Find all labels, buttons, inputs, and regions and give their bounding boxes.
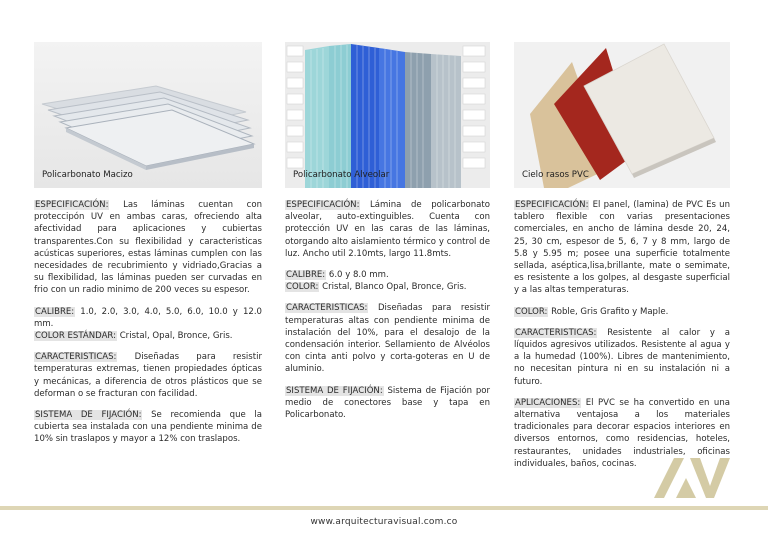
spec-section [34,199,262,297]
product-photo-macizo [34,42,262,188]
section-label: APLICACIONES: [515,397,581,408]
footer-url[interactable]: www.arquitecturavisual.com.co [310,517,458,527]
product-caption: Cielo rasos PVC [522,170,589,180]
product-column-policarbonato-macizo [34,42,262,455]
section-text: Sistema de Fijación por medio de conectores base y tapa en Policarbonato. [285,385,490,421]
section-text: Diseñadas para resistir temperaturas extremas, tienen propiedades ópticas y mecánicas, a diferencia de otros plásticos que se deforman o se fracturan con facilidad. [34,352,262,399]
section-label: SISTEMA DE FIJACIÓN: [286,385,383,396]
section-label: COLOR: [515,306,548,317]
section-text: Cristal, Blanco Opal, Bronce, Gris. [319,282,467,293]
section-text: Resistente al calor y a líquidos agresivos utilizados. Resistente al agua y a la humedad (100%). Libres de mantenimiento, no necesitan pintura ni en su instalación ni a futuro. [514,327,730,387]
polycarbonate-sheets-image [34,42,262,188]
section-text: 1.0, 2.0, 3.0, 4.0, 5.0, 6.0, 10.0 y 12.0 mm. [34,306,262,329]
section-text: 6.0 y 8.0 mm. [326,270,389,281]
section-text: Diseñadas para resistir temperaturas altas con pendiente minima de instalación del 10%, para el desalojo de la condensación interior. Sellamiento de Alvéolos con cinta anti polvo y corta-goteras en U de aluminio. [285,303,490,375]
section-label: SISTEMA DE FIJACIÓN: [35,410,142,421]
product-column-policarbonato-alveolar [285,42,490,430]
characteristics-section [285,302,490,375]
footer-accent-bar [0,506,768,510]
product-description [34,199,262,446]
product-photo-alveolar [285,42,490,188]
section-label: COLOR ESTÁNDAR: [35,331,116,342]
characteristics-section [34,351,262,400]
section-text: Lámina de policarbonato alveolar, auto-extinguibles. Cuenta con protección UV en las caras de las láminas, otorgando alto aislamiento térmico y control de luz. Ancho util 2.10mts, largo 11.8mts. [285,200,490,259]
section-text: Las láminas cuentan con proteccipón UV en ambas caras, ofreciendo alta afectividad para aplicaciones y cubiertas transparentes.Con su flexibilidad y caracteristicas acústicas superiores, estas láminas cumplen con las necesidades de recubrimiento y vidriado,Gracias a su flexibilidad, las láminas pueden ser curvadas en frio con un radio minimo de 200 veces su espesor. [34,200,262,296]
section-label: ESPECIFICACIÓN: [286,200,360,210]
section-label: ESPECIFICACIÓN: [515,200,589,210]
caliber-color-section [285,269,490,293]
product-column-cielo-rasos-pvc [514,42,730,479]
fixation-section [285,385,490,422]
section-text: El panel, (lamina) de PVC Es un tablero flexible con varias presentaciones comerciales, en ancho de lámina desde 20, 24, 25, 30 cm, espesor de 5, 6, 7 y 8 mm, largo de 5.8 y 5.95 m; posee una superficie totalmente sellada, aséptica,lisa,brillante, mate o semimate, es resistente a los golpes, al desgaste superficial y a las altas temperaturas. [514,200,730,296]
section-text: Cristal, Opal, Bronce, Gris. [117,331,233,342]
product-description [285,199,490,421]
section-label: ESPECIFICACIÓN: [35,200,109,210]
alveolar-panels-image [285,42,490,188]
section-label: COLOR: [286,282,319,293]
section-label: CARACTERISTICAS: [515,327,597,338]
spec-section [285,199,490,260]
color-section [514,306,730,318]
section-text: Se recomienda que la cubierta sea instalada con una pendiente minima de 10% sin traslapos y mayor a 12% con traslapos. [34,410,262,445]
section-text: Roble, Gris Grafito y Maple. [548,306,669,317]
pvc-panels-image [514,42,730,188]
av-logo-icon [650,454,730,500]
characteristics-section [514,327,730,388]
section-text: El PVC se ha convertido en una alternativa ventajosa a los materiales tradicionales para decorar espacios interiores en diversos entornos, como residencias, hoteles, restaurantes, unidades industriales, oficinas individuales, baños, cocinas. [514,397,730,469]
fixation-section [34,409,262,446]
spec-section [514,199,730,297]
section-label: CALIBRE: [286,270,326,281]
section-label: CALIBRE: [35,306,75,317]
section-label: CARACTERISTICAS: [286,303,368,314]
caliber-color-section [34,306,262,343]
product-caption: Policarbonato Macizo [42,170,133,180]
product-photo-pvc [514,42,730,188]
product-description [514,199,730,470]
section-label: CARACTERISTICAS: [35,352,117,363]
product-caption: Policarbonato Alveolar [293,170,390,180]
